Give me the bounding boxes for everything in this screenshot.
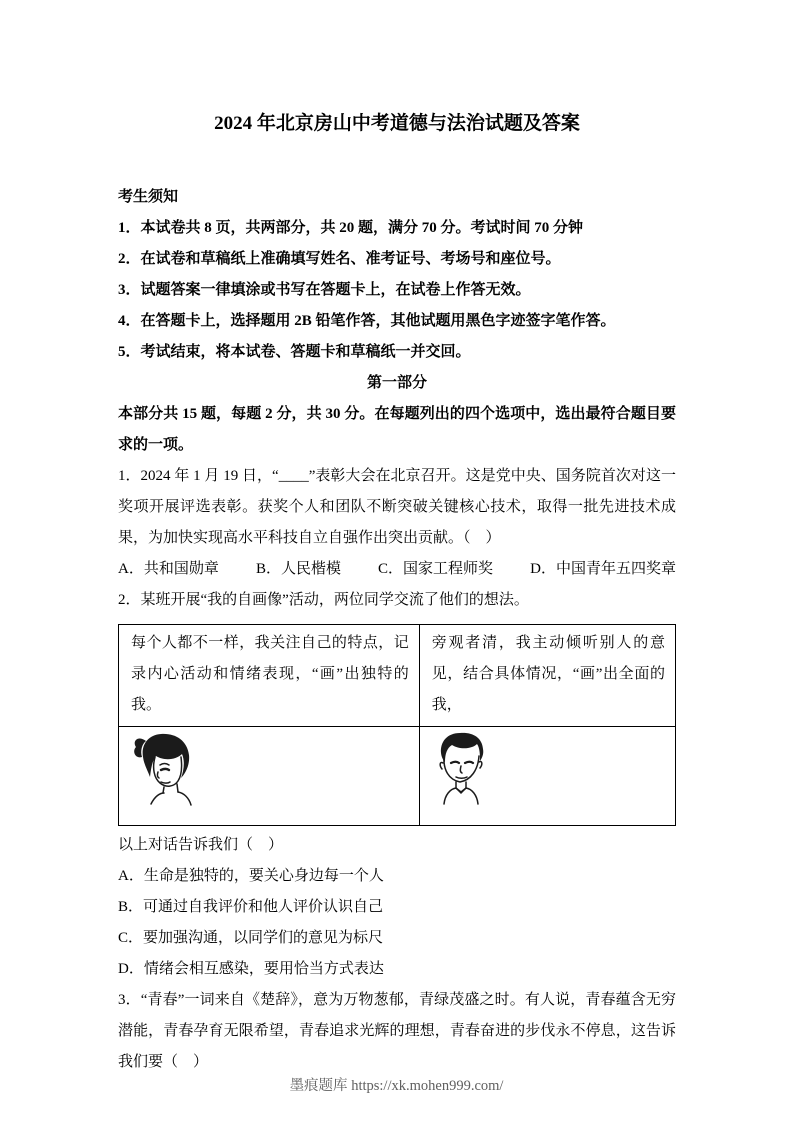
notice-item-4: 4．在答题卡上，选择题用 2B 铅笔作答，其他试题用黑色字迹签字笔作答。 — [118, 313, 616, 329]
dialog-right-image-cell — [419, 727, 675, 826]
question-2-option-c: C．要加强沟通，以同学们的意见为标尺 — [118, 930, 384, 946]
question-2-option-b: B．可通过自我评价和他人评价认识自己 — [118, 899, 384, 915]
question-1-option-c: C．国家工程师奖 — [378, 561, 494, 577]
question-1-text: 1．2024 年 1 月 19 日，“____”表彰大会在北京召开。这是党中央、国务院首次对这一奖项开展评选表彰。获奖个人和团队不断突破关键核心技术，取得一批先进技术成果，为加快实现高水平科技自立自强作出突出贡献。（ ） — [118, 468, 676, 546]
dialog-left-image-cell — [119, 727, 420, 826]
girl-student-portrait-image — [131, 730, 197, 820]
footer-site-name: 墨痕题库 — [289, 1078, 348, 1094]
notice-item-2: 2．在试卷和草稿纸上准确填写姓名、准考证号、考场号和座位号。 — [118, 251, 561, 267]
question-1-options — [118, 554, 676, 585]
notice-item-3: 3．试题答案一律填涂或书写在答题卡上，在试卷上作答无效。 — [118, 282, 531, 298]
part1-heading: 第一部分 — [366, 375, 427, 391]
question-2-option-d: D．情绪会相互感染，要用恰当方式表达 — [118, 961, 384, 977]
question-1-option-d: D．中国青年五四奖章 — [530, 561, 676, 577]
dialog-left-text: 每个人都不一样，我关注自己的特点，记录内心活动和情绪表现，“画”出独特的我。 — [119, 625, 420, 727]
page-footer — [0, 1076, 793, 1096]
question-1-option-a: A．共和国勋章 — [118, 561, 219, 577]
page-title: 2024 年北京房山中考道德与法治试题及答案 — [214, 113, 580, 134]
question-1-option-b: B．人民楷模 — [255, 561, 341, 577]
question-3-text: 3．“青春”一词来自《楚辞》，意为万物葱郁，青绿茂盛之时。有人说，青春蕴含无穷潜能，青春孕育无限希望，青春追求光辉的理想，青春奋进的步伐永不停息，这告诉我们要（ ） — [118, 992, 676, 1070]
question-2-dialog-table — [118, 624, 676, 826]
notice-item-5: 5．考试结束，将本试卷、答题卡和草稿纸一并交回。 — [118, 344, 471, 360]
notice-item-1: 1．本试卷共 8 页，共两部分，共 20 题，满分 70 分。考试时间 70 分钟 — [118, 220, 584, 236]
footer-url-link[interactable]: https://xk.mohen999.com/ — [351, 1078, 504, 1094]
question-2-option-a: A．生命是独特的，要关心身边每一个人 — [118, 868, 384, 884]
notice-heading: 考生须知 — [118, 189, 179, 205]
question-2-intro: 2．某班开展“我的自画像”活动，两位同学交流了他们的想法。 — [118, 592, 529, 608]
boy-student-portrait-image — [432, 730, 488, 818]
part1-intro: 本部分共 15 题，每题 2 分，共 30 分。在每题列出的四个选项中，选出最符合题目要求的一项。 — [118, 406, 676, 453]
dialog-right-text: 旁观者清，我主动倾听别人的意见，结合具体情况，“画”出全面的我， — [419, 625, 675, 727]
question-2-stem: 以上对话告诉我们（ ） — [118, 837, 284, 853]
